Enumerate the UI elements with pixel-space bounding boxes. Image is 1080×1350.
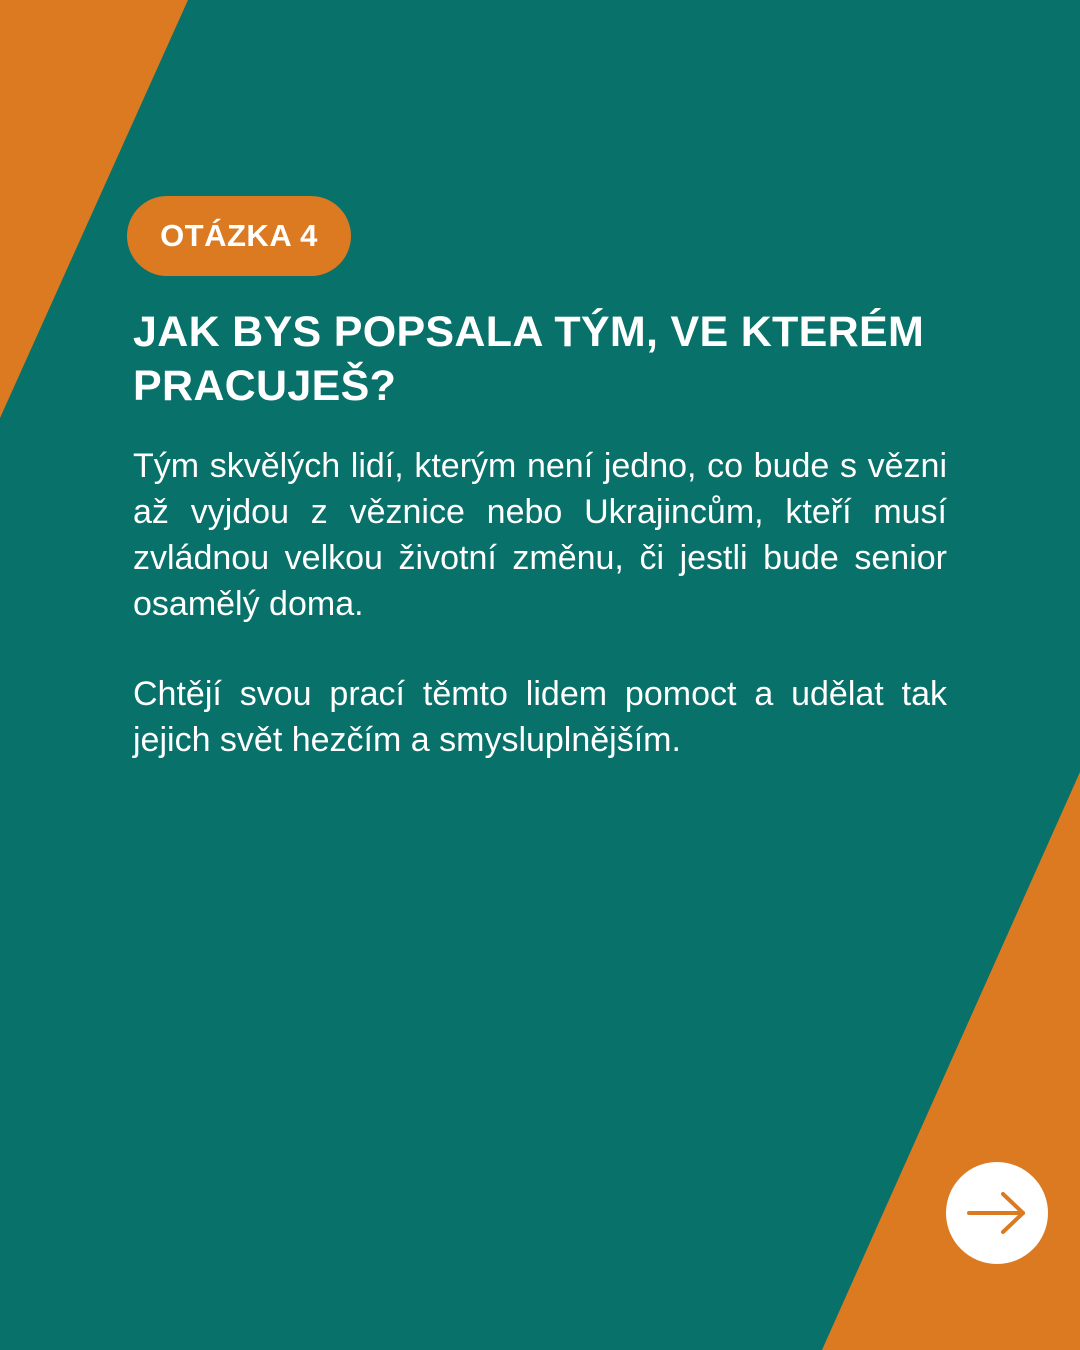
arrow-right-icon xyxy=(966,1191,1028,1235)
next-button[interactable] xyxy=(946,1162,1048,1264)
question-title: JAK BYS POPSALA TÝM, VE KTERÉM PRACUJEŠ? xyxy=(133,308,925,410)
answer-paragraph-2: Chtějí svou prací těmto lidem pomoct a udělat tak jejich svět hezčím a smysluplnějším. xyxy=(133,675,947,759)
answer-paragraph-1: Tým skvělých lidí, kterým není jedno, co bude s vězni až vyjdou z věznice nebo Ukrajincům, kteří musí zvládnou velkou životní změnu, či jestli bude senior osamělý doma. xyxy=(133,447,947,623)
question-number-badge xyxy=(127,196,351,276)
bottom-right-orange-shape xyxy=(822,772,1080,1350)
question-number-label: OTÁZKA 4 xyxy=(160,218,318,253)
